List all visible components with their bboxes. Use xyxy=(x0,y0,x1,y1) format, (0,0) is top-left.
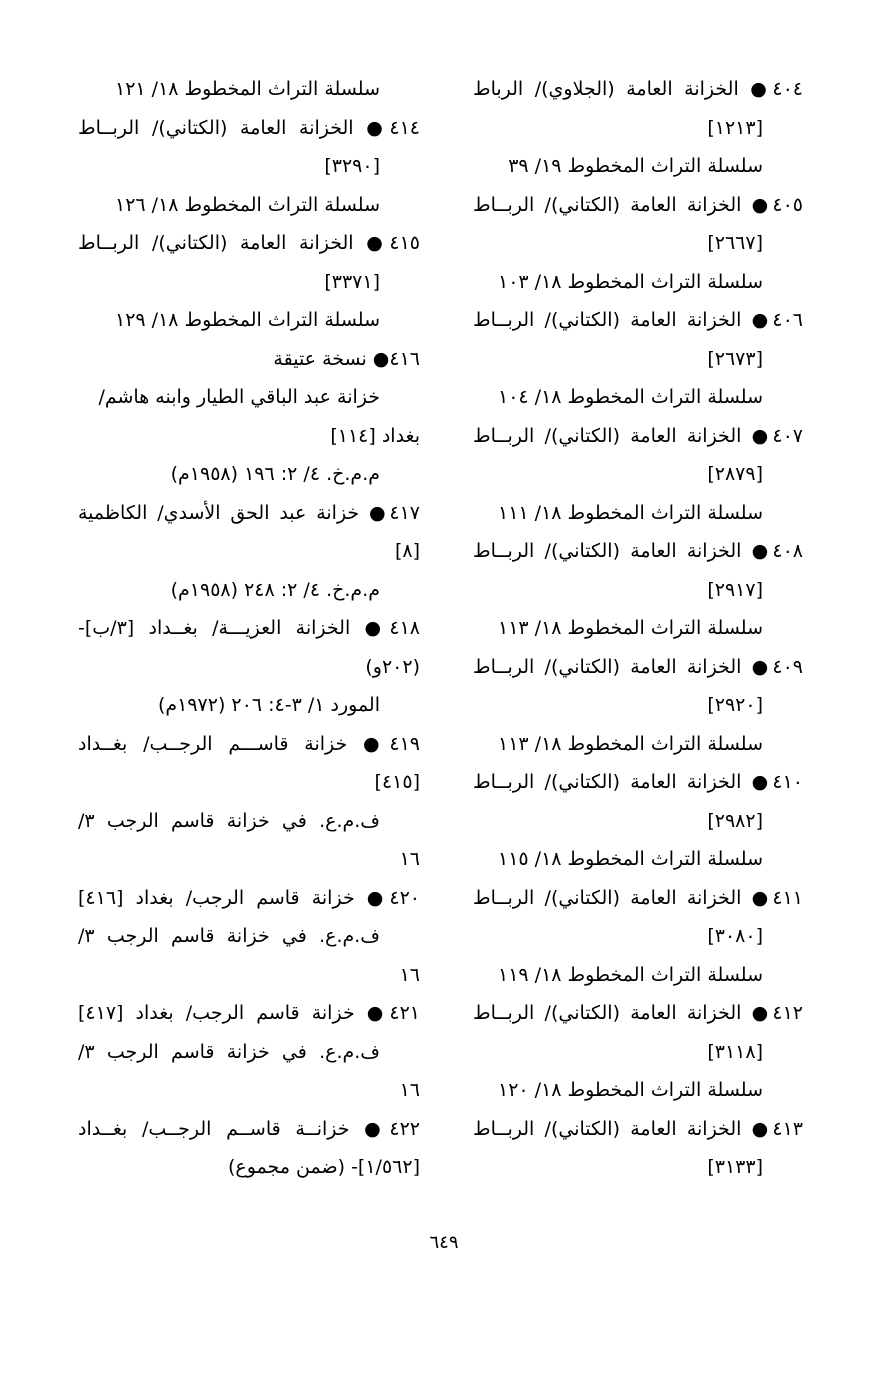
entry-line: ٤١٠● الخزانة العامة (الكتاني)/ الربــاط xyxy=(473,771,803,793)
citation-line: سلسلة التراث المخطوط ١٨/ ١٠٣ xyxy=(498,270,763,293)
citation-line: م.م.خ. ٤/ ٢: ١٩٦ (١٩٥٨م) xyxy=(170,463,380,485)
entry-continuation-line: خزانة عبد الباقي الطيار وابنه هاشم/ xyxy=(98,386,380,408)
entry-line: ٤١٨● الخزانة العزيـــة/ بغــداد [٣/ب]- xyxy=(78,617,420,639)
entry-line: ٤١٥● الخزانة العامة (الكتاني)/ الربــاط xyxy=(78,232,420,254)
entry-continuation-line: بغداد [١١٤] xyxy=(330,424,420,447)
citation-line: ف.م.ع. في خزانة قاسم الرجب ٣/ xyxy=(78,925,380,947)
shelfmark-line: [٤١٥] xyxy=(374,771,420,793)
citation-line: ف.م.ع. في خزانة قاسم الرجب ٣/ xyxy=(78,809,380,832)
shelfmark-line: [٨] xyxy=(394,540,420,562)
shelfmark-line: [٢٦٧٣] xyxy=(707,347,763,370)
citation-line: سلسلة التراث المخطوط ١٨/ ١٢١ xyxy=(115,78,380,100)
citation-line: سلسلة التراث المخطوط ١٨/ ١١٣ xyxy=(498,732,763,755)
shelfmark-line: [٣١٣٣] xyxy=(707,1156,763,1178)
citation-line: سلسلة التراث المخطوط ١٨/ ١١١ xyxy=(498,501,763,524)
citation-line: ف.م.ع. في خزانة قاسم الرجب ٣/ xyxy=(78,1040,380,1063)
citation-continuation-line: ١٦ xyxy=(399,848,420,870)
entry-line: ٤٢٢● خزانــة قاســم الرجــب/ بغــداد xyxy=(78,1117,420,1140)
citation-line: سلسلة التراث المخطوط ١٨/ ١٠٤ xyxy=(498,386,763,408)
entry-line: ٤٠٩● الخزانة العامة (الكتاني)/ الربــاط xyxy=(473,655,803,678)
citation-line: سلسلة التراث المخطوط ١٨/ ١٢٩ xyxy=(115,309,380,331)
entry-line: ٤١٤● الخزانة العامة (الكتاني)/ الربــاط xyxy=(78,116,420,139)
shelfmark-line: [١٢١٣] xyxy=(707,116,763,139)
shelfmark-line: (٢٠٢و) xyxy=(365,655,420,678)
shelfmark-line: [٢٩٨٢] xyxy=(707,809,763,832)
shelfmark-line: [١/٥٦٢]- (ضمن مجموع) xyxy=(228,1156,420,1178)
entry-line: ٤١٢● الخزانة العامة (الكتاني)/ الربــاط xyxy=(473,1002,803,1024)
shelfmark-line: [٣١١٨] xyxy=(707,1040,763,1063)
shelfmark-line: [٢٦٦٧] xyxy=(707,232,763,254)
shelfmark-line: [٢٩١٧] xyxy=(707,578,763,601)
entry-line: ٤٠٨● الخزانة العامة (الكتاني)/ الربــاط xyxy=(473,540,803,562)
left-column xyxy=(78,70,420,1187)
citation-line: سلسلة التراث المخطوط ١٨/ ١١٥ xyxy=(498,848,763,870)
citation-line: سلسلة التراث المخطوط ١٨/ ١١٩ xyxy=(498,963,763,986)
right-column xyxy=(473,70,803,1187)
entry-line: ٤٠٤● الخزانة العامة (الجلاوي)/ الرباط xyxy=(473,78,803,100)
citation-line: سلسلة التراث المخطوط ١٨/ ١١٣ xyxy=(498,617,763,639)
page-number: ٦٤٩ xyxy=(429,1232,459,1253)
entry-line: ٤١١● الخزانة العامة (الكتاني)/ الربــاط xyxy=(473,886,803,909)
citation-line: سلسلة التراث المخطوط ١٩/ ٣٩ xyxy=(508,155,763,177)
entry-line: ٤٠٥● الخزانة العامة (الكتاني)/ الربــاط xyxy=(473,193,803,216)
entry-line: ٤١٣● الخزانة العامة (الكتاني)/ الربــاط xyxy=(473,1117,803,1140)
citation-continuation-line: ١٦ xyxy=(399,963,420,986)
shelfmark-line: [٣٠٨٠] xyxy=(707,925,763,947)
entry-line: ٤٢١● خزانة قاسم الرجب/ بغداد [٤١٧] xyxy=(78,1002,420,1024)
entry-line: ٤٠٦● الخزانة العامة (الكتاني)/ الربــاط xyxy=(473,309,803,331)
shelfmark-line: [٣٣٧١] xyxy=(324,270,380,293)
entry-line: ٤١٦● نسخة عتيقة xyxy=(273,347,420,370)
entry-line: ٤١٩● خزانة قاســـم الرجــب/ بغــداد xyxy=(78,732,420,755)
shelfmark-line: [٢٨٧٩] xyxy=(707,463,763,485)
citation-line: سلسلة التراث المخطوط ١٨/ ١٢٦ xyxy=(115,193,380,216)
citation-line: المورد ١/ ٣-٤: ٢٠٦ (١٩٧٢م) xyxy=(157,694,380,716)
shelfmark-line: [٢٩٢٠] xyxy=(707,694,763,716)
entry-line: ٤٠٧● الخزانة العامة (الكتاني)/ الربــاط xyxy=(473,424,803,447)
entry-line: ٤٢٠● خزانة قاسم الرجب/ بغداد [٤١٦] xyxy=(78,886,420,909)
citation-continuation-line: ١٦ xyxy=(399,1079,420,1101)
citation-line: سلسلة التراث المخطوط ١٨/ ١٢٠ xyxy=(498,1079,763,1101)
entry-line: ٤١٧● خزانة عبد الحق الأسدي/ الكاظمية xyxy=(78,501,420,524)
citation-line: م.م.خ. ٤/ ٢: ٢٤٨ (١٩٥٨م) xyxy=(170,578,380,601)
shelfmark-line: [٣٢٩٠] xyxy=(324,155,380,177)
